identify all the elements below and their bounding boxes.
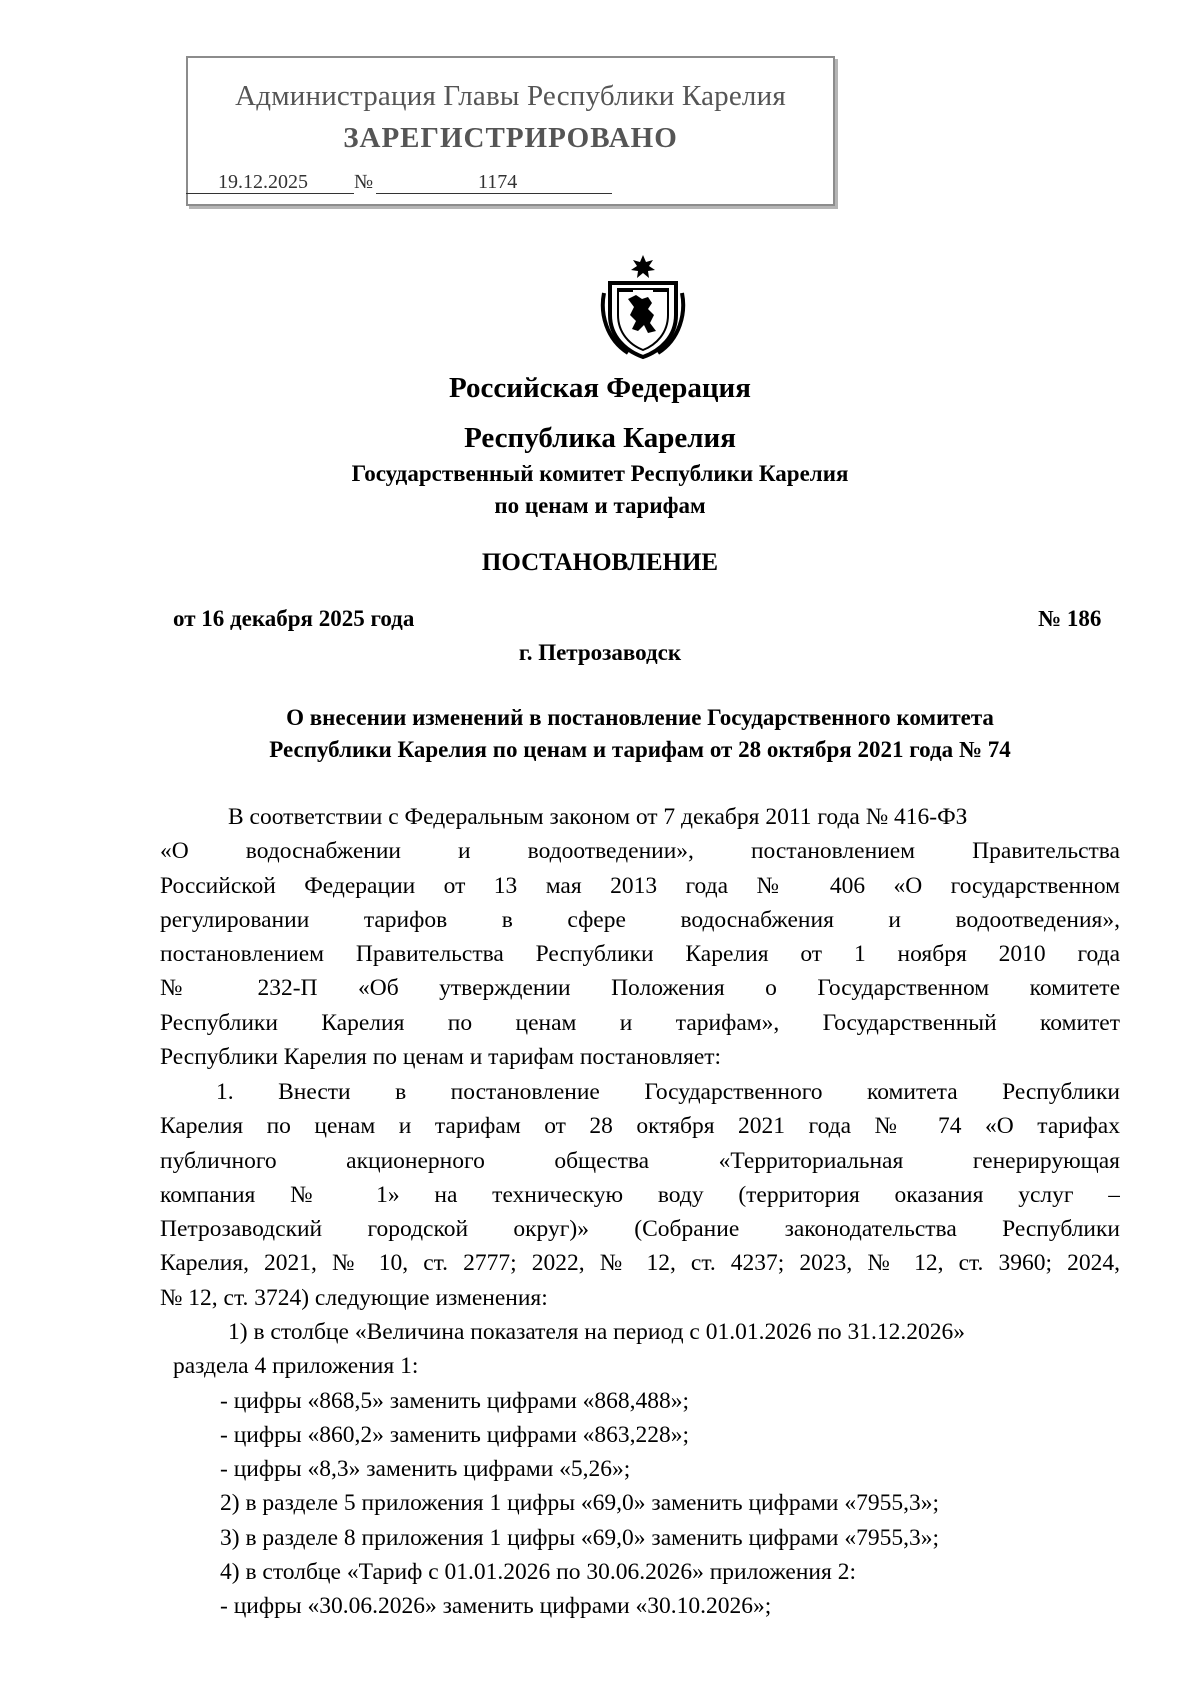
- list-item: 3) в разделе 8 приложения 1 цифры «69,0» заменить цифрами «7955,3»;: [220, 1524, 939, 1551]
- stamp-number-underline: [376, 193, 612, 194]
- text-line: Петрозаводский городской округ)» (Собрание законодательства Республики: [160, 1216, 1120, 1243]
- text-line: Республики Карелия по ценам и тарифам постановляет:: [160, 1044, 722, 1071]
- text-line: Карелия по ценам и тарифам от 28 октября 2021 года № 74 «О тарифах: [160, 1113, 1120, 1140]
- stamp-date: 19.12.2025: [218, 171, 308, 193]
- subpoint-1-line1: 1) в столбце «Величина показателя на период с 01.01.2026 по 31.12.2026»: [228, 1319, 966, 1345]
- subpoint-1-line2: раздела 4 приложения 1:: [173, 1353, 419, 1380]
- committee-name-line2: по ценам и тарифам: [494, 493, 706, 518]
- text-line: № 232-П «Об утверждении Положения о Государственном комитете: [160, 975, 1120, 1002]
- text-line: регулировании тарифов в сфере водоснабжения и водоотведения»,: [160, 906, 1120, 933]
- document-date: от 16 декабря 2025 года: [173, 606, 415, 631]
- text-line: Карелия, 2021, № 10, ст. 2777; 2022, № 12, ст. 4237; 2023, № 12, ст. 3960; 2024,: [160, 1250, 1120, 1277]
- document-title-line2: Республики Карелия по ценам и тарифам от 28 октября 2021 года № 74: [269, 737, 1011, 762]
- list-item: - цифры «860,2» заменить цифрами «863,228»;: [220, 1421, 690, 1448]
- document-title-line1: О внесении изменений в постановление Государственного комитета: [286, 705, 994, 730]
- preamble-paragraph: [160, 800, 1120, 1074]
- text-line: «О водоснабжении и водоотведении», постановлением Правительства: [160, 838, 1120, 865]
- text-line: В соответствии с Федеральным законом от 7 декабря 2011 года № 416-ФЗ: [228, 804, 968, 830]
- subpoints: [160, 1315, 1120, 1624]
- city: г. Петрозаводск: [518, 640, 682, 665]
- text-line: компания № 1» на техническую воду (территория оказания услуг –: [160, 1181, 1120, 1208]
- text-line: Республики Карелия по ценам и тарифам», Государственный комитет: [160, 1009, 1120, 1036]
- karelia-coat-of-arms-icon: [598, 253, 688, 361]
- list-item: - цифры «30.06.2026» заменить цифрами «30.10.2026»;: [220, 1593, 772, 1620]
- document-type: ПОСТАНОВЛЕНИЕ: [481, 549, 719, 576]
- text-line: Российской Федерации от 13 мая 2013 года № 406 «О государственном: [160, 872, 1120, 899]
- text-line: постановлением Правительства Республики Карелия от 1 ноября 2010 года: [160, 941, 1120, 968]
- list-item: - цифры «868,5» заменить цифрами «868,488»;: [220, 1387, 690, 1414]
- document-number: № 186: [1038, 606, 1102, 631]
- list-item: - цифры «8,3» заменить цифрами «5,26»;: [220, 1456, 631, 1483]
- stamp-number-sign: №: [354, 171, 374, 193]
- republic-name: Республика Карелия: [464, 422, 736, 454]
- list-item: 2) в разделе 5 приложения 1 цифры «69,0» заменить цифрами «7955,3»;: [220, 1490, 939, 1517]
- committee-name-line1: Государственный комитет Республики Карелия: [351, 461, 849, 486]
- stamp-number: 1174: [478, 171, 518, 193]
- list-item: 4) в столбце «Тариф с 01.01.2026 по 30.06.2026» приложения 2:: [220, 1559, 856, 1586]
- text-line: 1. Внести в постановление Государственного комитета Республики: [216, 1079, 1120, 1105]
- stamp-registered: ЗАРЕГИСТРИРОВАНО: [343, 122, 678, 154]
- point-1-paragraph: [160, 1075, 1120, 1315]
- country-name: Российская Федерация: [449, 372, 751, 404]
- stamp-date-underline: [186, 193, 354, 194]
- text-line: публичного акционерного общества «Территориальная генерирующая: [160, 1147, 1120, 1174]
- text-line: № 12, ст. 3724) следующие изменения:: [160, 1284, 548, 1311]
- stamp-administration: Администрация Главы Республики Карелия: [235, 80, 786, 112]
